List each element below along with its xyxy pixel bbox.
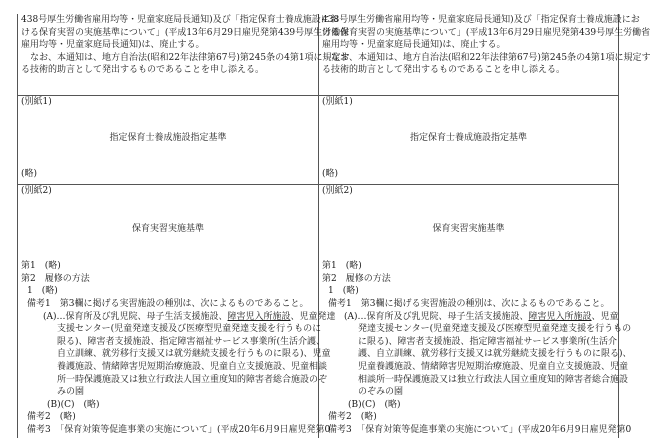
facility-a-underlined: 障害児入所施設 (528, 311, 592, 322)
appendix2-row (319, 185, 632, 438)
item-1: 1 (略) (27, 286, 58, 297)
facility-a-line (322, 311, 619, 324)
right-column (318, 14, 651, 438)
facility-a-line: みの園 (57, 387, 85, 398)
intro-row (319, 14, 651, 96)
intro-line: 438号厚生労働省雇用均等・児童家庭局長通知)及び「指定保育士養成施設にお (21, 15, 339, 25)
appendix1-title: 指定保育士養成施設指定基準 (109, 133, 227, 143)
comparison-table (17, 14, 651, 439)
facility-a-line: 自立訓練、就労移行支援又は就労継続支援を行うものに限る)、児童 (57, 349, 331, 360)
note-2: 備考2 (略) (27, 412, 76, 423)
appendix1-label: (別紙1) (322, 97, 353, 107)
facility-a-underlined: 障害児入所施設 (227, 311, 291, 322)
facility-a-line (21, 311, 336, 324)
facility-a-line: 養護施設、情緒障害児短期治療施設、児童自立支援施設、児童相談 (57, 361, 328, 372)
intro-line: る技術的助言として発出するものであることを申し添える。 (21, 65, 265, 76)
note-1: 備考1 第3欄に掲げる実習施設の種別は、次によるものであること。 (27, 298, 309, 309)
appendix1-row (18, 96, 318, 185)
facility-a-text-after: 、児童発達 (290, 311, 336, 322)
facility-a-text-after: 、児童 (591, 311, 619, 322)
note-3: 備考3 「保育対策等促進事業の実施について」(平成20年6月9日雇児発第0 (27, 424, 331, 435)
facility-a-line: に限る)、障害者支援施設、指定障害福祉サービス事業所(生活介 (358, 336, 618, 347)
appendix2-title: 保育実習実施基準 (432, 223, 505, 234)
facility-a-text: (A)…保育所及び乳児院、母子生活支援施設、 (43, 311, 228, 322)
facility-bc: (B)(C) (略) (348, 399, 401, 410)
appendix2-cell (319, 185, 632, 438)
section-1: 第1 (略) (322, 261, 362, 272)
appendix1-row (319, 96, 618, 185)
intro-line: 雇用均等・児童家庭局長通知)は、廃止する。 (21, 40, 205, 51)
left-column (18, 14, 350, 438)
section-1: 第1 (略) (21, 261, 61, 272)
note-1: 備考1 第3欄に掲げる実習施設の種別は、次によるものであること。 (328, 298, 610, 309)
table-grid (17, 14, 651, 438)
intro-line: ける保育実習の実施基準について」(平成13年6月29日雇児発第439号厚生労働省 (21, 27, 350, 38)
intro-line: る技術的助言として発出するものであることを申し添える。 (322, 65, 566, 76)
appendix1-omit: (略) (21, 169, 38, 180)
note-2: 備考2 (略) (328, 412, 377, 423)
facility-a-line: 支援センター(児童発達支援及び医療型児童発達支援を行うものに (57, 324, 322, 335)
appendix2-label: (別紙2) (21, 186, 52, 196)
facility-bc: (B)(C) (略) (47, 399, 100, 410)
section-2: 第2 履修の方法 (322, 273, 391, 284)
appendix2-title: 保育実習実施基準 (131, 223, 204, 234)
note-3: 備考3 「保育対策等促進事業の実施について」(平成20年6月9日雇児発第0 (328, 424, 632, 435)
item-1: 1 (略) (328, 286, 359, 297)
appendix1-cell (319, 96, 618, 184)
facility-a-line: 所一時保護施設又は独立行政法人国立重度知的障害者総合施設のぞ (57, 374, 328, 385)
facility-a-line: 児童養護施設、情緒障害児短期治療施設、児童自立支援施設、児童 (358, 361, 629, 372)
facility-a-line: 護、自立訓練、就労移行支援又は就労継続支援を行うものに限る)、 (358, 349, 632, 360)
facility-a-line: のぞみの園 (358, 387, 404, 398)
appendix1-label: (別紙1) (21, 97, 52, 107)
appendix2-row (18, 185, 336, 438)
intro-cell (319, 14, 651, 95)
appendix1-omit: (略) (322, 169, 339, 180)
intro-cell (18, 14, 350, 95)
section-2: 第2 履修の方法 (21, 273, 90, 284)
facility-a-line: 限る)、障害者支援施設、指定障害福祉サービス事業所(生活介護、 (57, 336, 326, 347)
facility-a-line: 発達支援センター(児童発達支援及び医療型児童発達支援を行うもの (358, 324, 632, 335)
intro-line: 438号厚生労働省雇用均等・児童家庭局長通知)及び「指定保育士養成施設にお (322, 15, 640, 25)
appendix2-cell (18, 185, 336, 438)
appendix1-cell (18, 96, 318, 184)
intro-line: 雇用均等・児童家庭局長通知)は、廃止する。 (322, 40, 506, 51)
appendix1-title: 指定保育士養成施設指定基準 (409, 133, 527, 143)
intro-line: なお、本通知は、地方自治法(昭和22年法律第67号)第245条の4第1項に規定す (30, 52, 350, 63)
facility-a-text: (A)…保育所及び乳児院、母子生活支援施設、 (344, 311, 529, 322)
facility-a-line: 相談所一時保護施設又は独立行政法人国立重度知的障害者総合施設 (358, 374, 629, 385)
intro-line: ける保育実習の実施基準について」(平成13年6月29日雇児発第439号厚生労働省 (322, 27, 651, 38)
appendix2-label: (別紙2) (322, 186, 353, 196)
intro-row (18, 14, 350, 96)
intro-line: なお、本通知は、地方自治法(昭和22年法律第67号)第245条の4第1項に規定す (331, 52, 651, 63)
